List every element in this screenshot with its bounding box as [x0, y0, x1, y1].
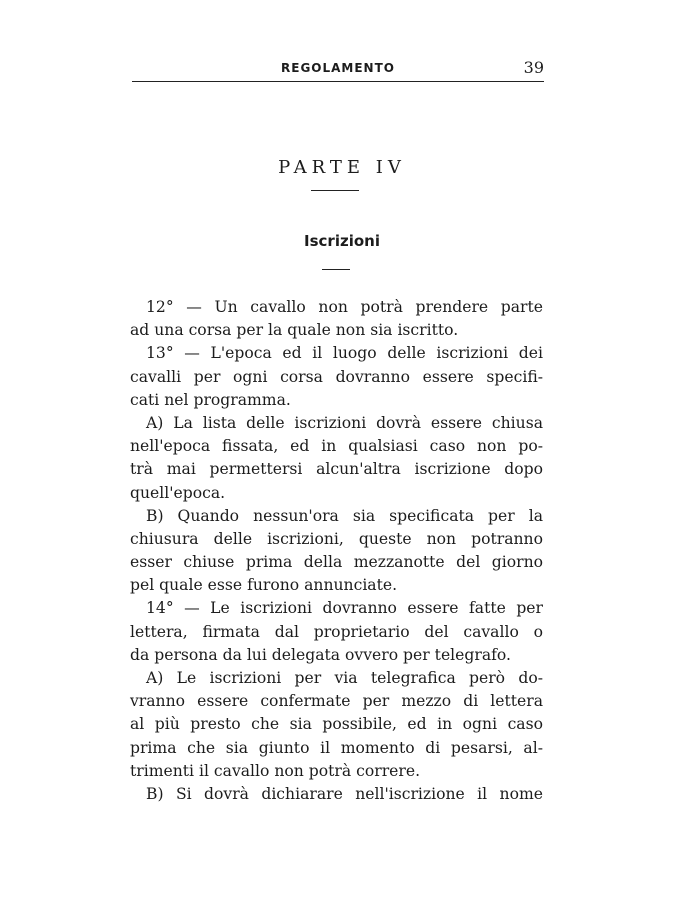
text-line: trà mai permettersi alcun'altra iscrizione dopo: [130, 460, 543, 479]
text-line: lettera, firmata dal proprietario del cavallo o: [130, 622, 543, 641]
text-line: esser chiuse prima della mezzanotte del giorno: [130, 553, 543, 572]
text-line: 12° — Un cavallo non potrà prendere parte: [146, 298, 543, 316]
text-line: trimenti il cavallo non potrà correre.: [130, 761, 421, 780]
header-rule: [132, 81, 544, 82]
text-line: cati nel programma.: [130, 390, 291, 409]
text-line: quell'epoca.: [130, 483, 226, 502]
text-line: cavalli per ogni corsa dovranno essere specifi-: [130, 367, 543, 386]
body-text: [130, 296, 543, 806]
text-line: prima che sia giunto il momento di pesarsi, al-: [130, 738, 543, 757]
text-line: pel quale esse furono annunciate.: [130, 576, 398, 595]
running-title: REGOLAMENTO: [281, 61, 395, 75]
text-line: ad una corsa per la quale non sia iscritto.: [130, 321, 459, 340]
page-number: 39: [523, 58, 544, 77]
part-heading: PARTE IV: [278, 157, 406, 178]
text-line: A) Le iscrizioni per via telegrafica però do-: [146, 669, 543, 687]
text-line: da persona da lui delegata ovvero per telegrafo.: [130, 645, 511, 664]
text-line: B) Quando nessun'ora sia specificata per la: [146, 506, 543, 525]
text-line: 13° — L'epoca ed il luogo delle iscrizioni dei: [146, 344, 543, 363]
text-line: nell'epoca fissata, ed in qualsiasi caso non po-: [130, 437, 543, 456]
section-title: Iscrizioni: [304, 232, 380, 250]
text-line: chiusura delle iscrizioni, queste non potranno: [130, 529, 543, 548]
heading-rule: [311, 190, 359, 191]
text-line: al più presto che sia possibile, ed in ogni caso: [130, 715, 543, 734]
text-line: B) Si dovrà dichiarare nell'iscrizione il nome: [146, 784, 543, 803]
text-line: vranno essere confermate per mezzo di lettera: [130, 692, 543, 711]
section-rule: [322, 269, 350, 270]
text-line: 14° — Le iscrizioni dovranno essere fatte per: [146, 599, 543, 618]
running-head: [132, 58, 544, 82]
text-line: A) La lista delle iscrizioni dovrà essere chiusa: [146, 413, 543, 432]
